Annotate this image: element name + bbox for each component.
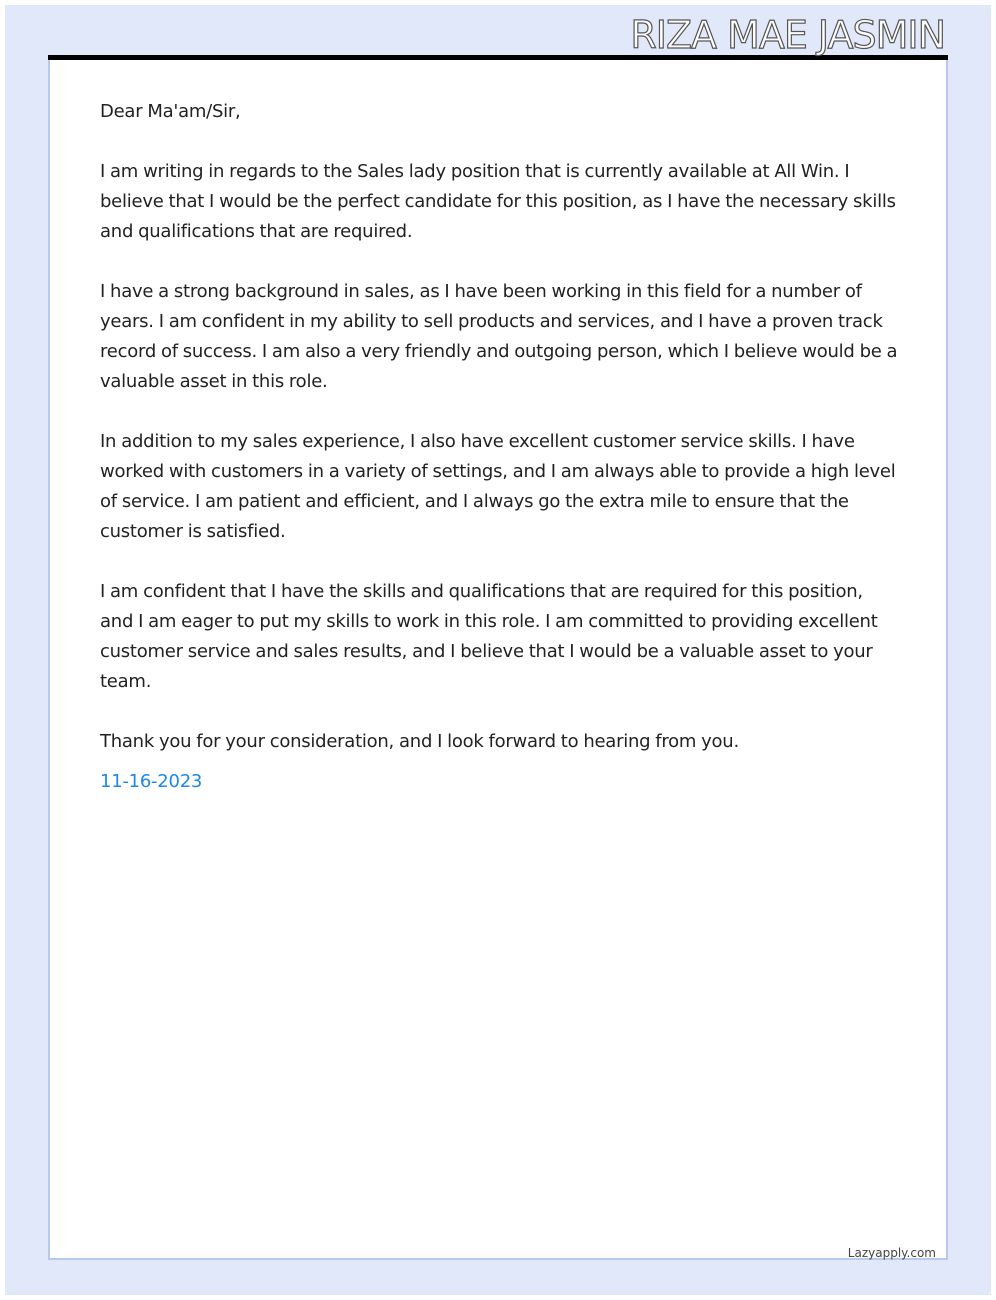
letter-paragraph-3: In addition to my sales experience, I also have excellent customer service skills. I have worked with customers in a variety of settings, and I am always able to provide a high level of service. I am patient and efficient, and I always go the extra mile to ensure that the customer is satisfied. [100, 431, 896, 542]
applicant-name: RIZA MAE JASMIN [630, 13, 945, 57]
letter-closing: Thank you for your consideration, and I look forward to hearing from you. [100, 731, 739, 752]
letter-date: 11-16-2023 [100, 771, 203, 792]
letter-paragraph-1: I am writing in regards to the Sales lady position that is currently available at All Win. I believe that I would be the perfect candidate for this position, as I have the necessary skills and qualifications that are required. [100, 161, 896, 242]
letter-paragraph-2: I have a strong background in sales, as I have been working in this field for a number of years. I am confident in my ability to sell products and services, and I have a proven track record of success. I am also a very friendly and outgoing person, which I believe would be a valuable asset in this role. [100, 281, 898, 392]
letter-greeting: Dear Ma'am/Sir, [100, 101, 241, 122]
letter-paragraph-4: I am confident that I have the skills and qualifications that are required for this position, and I am eager to put my skills to work in this role. I am committed to providing excellent customer service and sales results, and I believe that I would be a valuable asset to your team. [100, 581, 878, 692]
cover-letter-body [100, 97, 900, 827]
watermark-text: Lazyapply.com [847, 1246, 936, 1260]
